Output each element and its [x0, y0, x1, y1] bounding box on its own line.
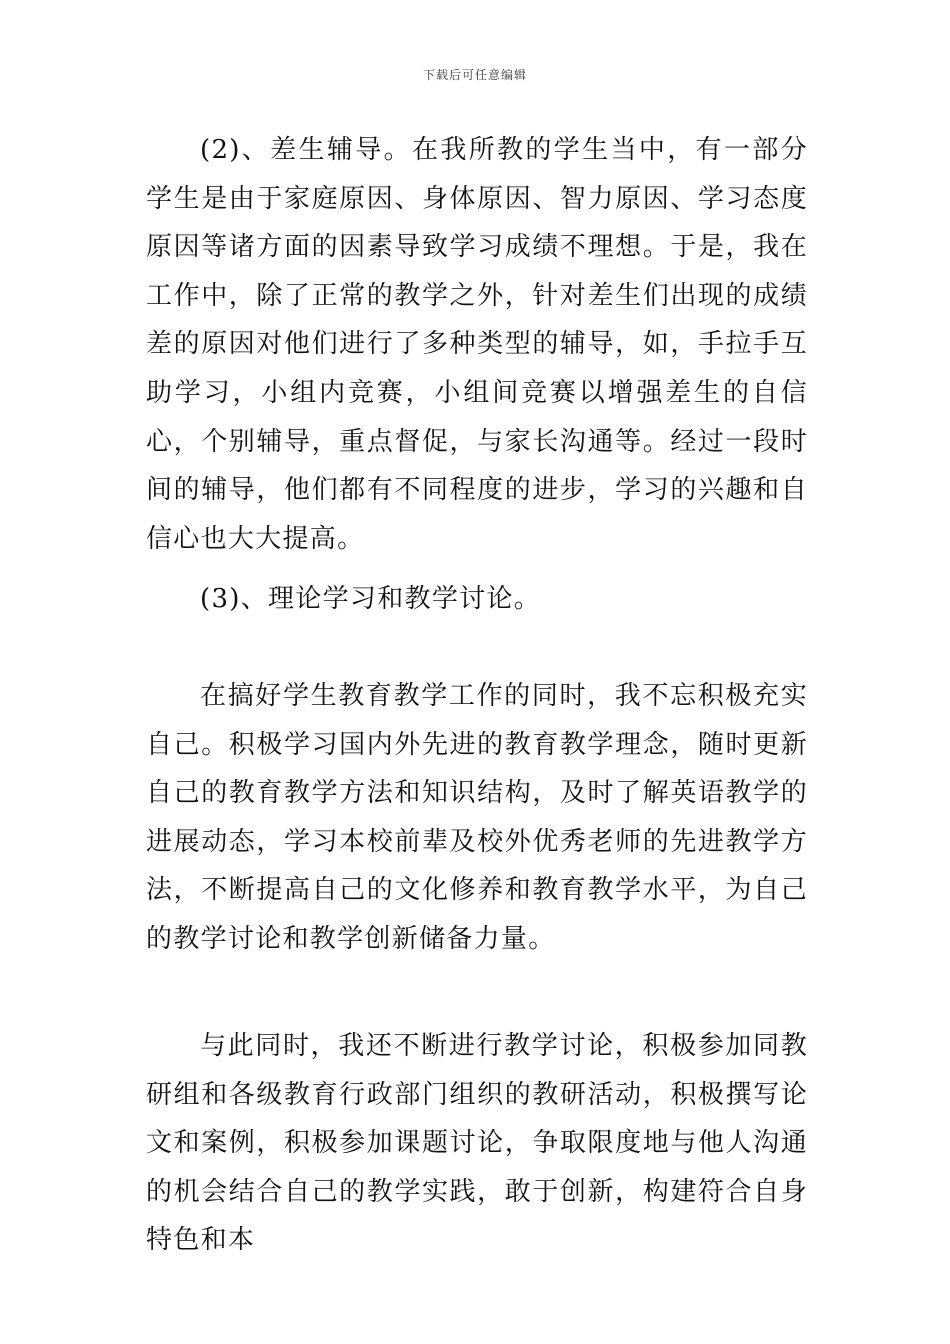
paragraph-teaching-research: 与此同时，我还不断进行教学讨论，积极参加同教研组和各级教育行政部门组织的教研活动，积极撰写论文和案例，积极参加课题讨论，争取限度地与他人沟通的机会结合自己的教学实践，敢于创新，构建符合自身特色和本 [146, 1031, 808, 1256]
paragraph-self-improvement: 在搞好学生教育教学工作的同时，我不忘积极充实自己。积极学习国内外先进的教育教学理念，随时更新自己的教育教学方法和知识结构，及时了解英语教学的进展动态，学习本校前辈及校外优秀老师的先进教学方法，不断提高自己的文化修养和教育教学水平，为自己的教学讨论和教学创新储备力量。 [146, 681, 808, 954]
paragraph-remedial-tutoring: (2)、差生辅导。在我所教的学生当中，有一部分学生是由于家庭原因、身体原因、智力原因、学习态度原因等诸方面的因素导致学习成绩不理想。于是，我在工作中，除了正常的教学之外，针对差生们出现的成绩差的原因对他们进行了多种类型的辅导，如，手拉手互助学习，小组内竞赛，小组间竞赛以增强差生的自信心，个别辅导，重点督促，与家长沟通等。经过一段时间的辅导，他们都有不同程度的进步，学习的兴趣和自信心也大大提高。 [146, 135, 808, 554]
page-header: 下载后可任意编辑 [422, 68, 527, 82]
paragraph-section-heading: (3)、理论学习和教学讨论。 [200, 584, 542, 614]
